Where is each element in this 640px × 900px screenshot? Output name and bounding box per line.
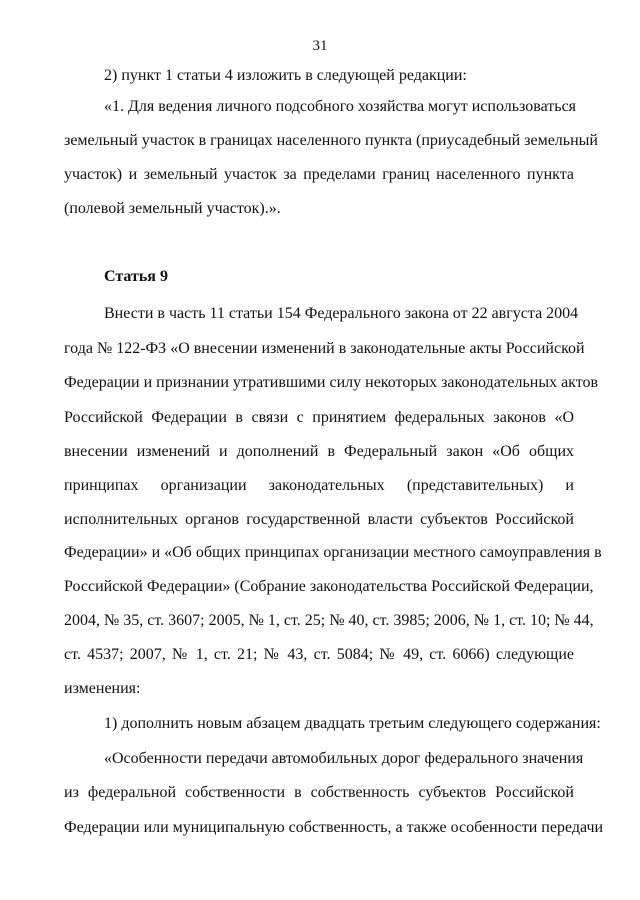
quote-line: Федерации или муниципальную собственность, а также особенности передачи [64, 819, 604, 836]
article-text-line: изменения: [64, 680, 141, 697]
amendment-text-line: (полевой земельный участок).». [64, 200, 281, 217]
article-text-line: Внести в часть 11 статьи 154 Федерального закона от 22 августа 2004 [104, 305, 579, 322]
article-text-line: 2004, № 35, ст. 3607; 2005, № 1, ст. 25; № 40, ст. 3985; 2006, № 1, ст. 10; № 44, [64, 612, 594, 629]
amendment-text-line: земельный участок в границах населенного пункта (приусадебный земельный [64, 132, 598, 149]
article-heading: Статья 9 [104, 268, 168, 285]
article-text-line: года № 122-ФЗ «О внесении изменений в законодательные акты Российской [64, 340, 585, 357]
article-text-line: исполнительных органов государственной власти субъектов Российской [64, 511, 574, 528]
amendment-text-line: участок) и земельный участок за пределами границ населенного пункта [64, 166, 574, 183]
article-text-line: Федерации и признании утратившими силу некоторых законодательных актов [64, 374, 599, 391]
article-text-line: Российской Федерации» (Собрание законодательства Российской Федерации, [64, 578, 594, 595]
article-text-line: принципах организации законодательных (представительных) и [64, 477, 574, 494]
quote-line: из федеральной собственности в собственность субъектов Российской [64, 784, 574, 801]
article-text-line: внесении изменений и дополнений в Федеральный закон «Об общих [64, 443, 574, 460]
item-1: 1) дополнить новым абзацем двадцать третьим следующего содержания: [104, 715, 601, 732]
page-number: 31 [312, 38, 328, 54]
amendment-intro: 2) пункт 1 статьи 4 изложить в следующей редакции: [104, 67, 467, 84]
amendment-text-line: «1. Для ведения личного подсобного хозяйства могут использоваться [104, 98, 577, 115]
quote-line: «Особенности передачи автомобильных дорог федерального значения [104, 750, 584, 767]
article-text-line: ст. 4537; 2007, № 1, ст. 21; № 43, ст. 5084; № 49, ст. 6066) следующие [64, 646, 574, 663]
article-text-line: Федерации» и «Об общих принципах организации местного самоуправления в [64, 544, 602, 561]
article-text-line: Российской Федерации в связи с принятием федеральных законов «О [64, 409, 574, 426]
